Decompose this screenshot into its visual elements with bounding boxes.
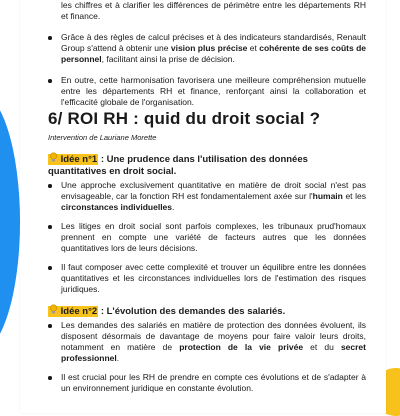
idea2-bullet-list xyxy=(48,320,366,394)
idea-heading: Idée n°1 : Une prudence dans l'utilisation des données quantitatives en droit social. xyxy=(48,154,308,177)
lightbulb-icon xyxy=(49,152,58,163)
list-item: Les litiges en droit social sont parfois complexes, les tribunaux prud'homaux prennent en compte une variété de facteurs autres que les données quantitatives lors de leurs décisions. xyxy=(48,221,366,254)
idea-tag: Idée n°1 xyxy=(48,154,98,165)
decorative-blue-shape xyxy=(0,92,20,352)
idea-tag: Idée n°2 xyxy=(48,306,98,317)
list-item: Une approche exclusivement quantitative en matière de droit social n'est pas envisageable, car la fonction RH est fondamentalement axée sur l'humain et les circonstances individuelles. xyxy=(48,180,366,213)
list-item: Il faut composer avec cette complexité et trouver un équilibre entre les données quantitatives et les circonstances individuelles lors de l'estimation des risques juridiques. xyxy=(48,262,366,295)
list-item: les chiffres et à clarifier les différences de périmètre entre les départements RH et finance. xyxy=(61,0,366,21)
document-page xyxy=(20,0,386,413)
top-bullet-list xyxy=(48,0,366,108)
section-author: Intervention de Lauriane Morette xyxy=(48,133,157,142)
list-item: Il est crucial pour les RH de prendre en compte ces évolutions et de s'adapter à un environnement juridique en constante évolution. xyxy=(48,372,366,394)
idea1-bullet-list xyxy=(48,180,366,295)
list-item: Grâce à des règles de calcul précises et à des indicateurs standardisés, Renault Group s'attend à obtenir une vision plus précise et cohérente de ses coûts de personnel, facilitant ainsi la prise de décision. xyxy=(48,32,366,65)
lightbulb-icon xyxy=(49,304,58,315)
list-item: Les demandes des salariés en matière de protection des données évoluent, ils disposent désormais de davantage de moyens pour faire valoir leurs droits, notamment en matière de protection de la vie privée et du secret professionnel. xyxy=(48,320,366,364)
idea-heading: Idée n°2 : L'évolution des demandes des salariés. xyxy=(48,304,366,318)
section-title: 6/ ROI RH : quid du droit social ? xyxy=(48,109,321,128)
list-item: En outre, cette harmonisation favorisera une meilleure compréhension mutuelle entre les départements RH et finance, renforçant ainsi la collaboration et l'efficacité globale de l'organisation. xyxy=(48,75,366,108)
